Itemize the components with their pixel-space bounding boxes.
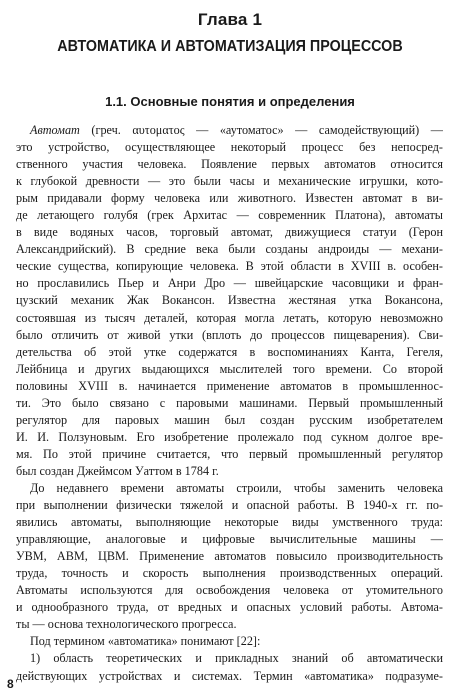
text-line: До недавнего времени автоматы строили, чтобы заменить человека	[30, 480, 443, 495]
chapter-label: Глава 1	[197, 10, 263, 29]
text-line: де летающего голубя (грек Архитас — современник Платона), автоматы	[16, 208, 443, 223]
term-italic: Автомат	[30, 123, 80, 137]
body-text	[16, 122, 443, 685]
text-line: ти. Это было связано с паровыми машинами. Первый промышленный	[16, 395, 443, 410]
text-line: детельства об этой утке содержатся в воспоминаниях Канта, Гегеля,	[16, 344, 443, 359]
text-line: ственного участия человека. Появление первых автоматов относится	[16, 157, 443, 172]
text-line: Александрийский). В средние века были созданы андроиды — механи-	[16, 242, 443, 257]
text-line: мя. По этой причине считается, что первый промышленный регулятор	[16, 446, 443, 461]
text-line: Лейбница и других выдающихся мыслителей того времени. Со второй	[16, 361, 443, 376]
text-line: действующих устройствах и системах. Термин «автоматика» подразуме-	[16, 668, 443, 683]
text-line: был создан Джеймсом Уаттом в 1784 г.	[16, 463, 219, 478]
text-line: к глубокой древности — это были часы и механические игрушки, кото-	[16, 174, 443, 189]
text-line: но прославились Пьер и Анри Дро — швейцарские часовщики и фран-	[16, 276, 443, 291]
text-line: ты — основа технологического прогресса.	[16, 617, 237, 632]
text-line: состоявшая из тысяч деталей, которая могла летать, которую невозможно	[16, 310, 443, 325]
text-line: в виде водяных часов, торговый автомат, движущиеся статуи (Герон	[16, 225, 443, 240]
text-line: управляющие, аналоговые и цифровые вычислительные машины —	[16, 532, 443, 547]
text-line: И. И. Ползуновым. Его изобретение пролежало под сукном долгое вре-	[16, 429, 443, 444]
text-line: и однообразного труда, от вредных и опасных условий работы. Автома-	[16, 600, 443, 615]
text-line: явились автоматы, выполняющие некоторые виды умственного труда:	[16, 515, 443, 530]
text-line: Автоматы используются для освобождения человека от утомительного	[16, 583, 443, 598]
text-line: 1) область теоретических и прикладных знаний об автоматически	[30, 651, 443, 666]
text-line: Под термином «автоматика» понимают [22]:	[30, 634, 261, 649]
chapter-title: АВТОМАТИКА И АВТОМАТИЗАЦИЯ ПРОЦЕССОВ	[57, 38, 403, 55]
text-line: при выполнении физически тяжелой и опасной работы. В 1940-х гг. по-	[16, 498, 443, 513]
section-title: 1.1. Основные понятия и определения	[105, 94, 355, 109]
text-line: регулятор для паровых машин был создан русским изобретателем	[16, 412, 443, 427]
text-line: труда, точность и скорость выполнения производственных операций.	[16, 566, 443, 581]
text-line: цузский механик Жак Вокансон. Известна жестяная утка Вокансона,	[16, 293, 443, 308]
text-line: это устройство, осуществляющее некоторый процесс без непосред-	[16, 140, 443, 155]
text-line: ческие существа, копирующие человека. В этой области в XVIII в. особен-	[16, 259, 443, 274]
text-line: было отличить от живой утки (вплоть до процессов пищеварения). Сви-	[16, 327, 443, 342]
text-line: половины XVIII в. начинается применение автоматов в промышленнос-	[16, 378, 443, 393]
page-number: 8	[7, 677, 14, 691]
text-line: Автомат (греч. αυτοματος — «аутоматос» — самодействующий) —	[30, 123, 443, 137]
text-line: УВМ, АВМ, ЦВМ. Применение автоматов повысило производительность	[16, 549, 443, 564]
text-line: рым придавали форму человека или животного. Известен автомат в ви-	[16, 191, 443, 206]
